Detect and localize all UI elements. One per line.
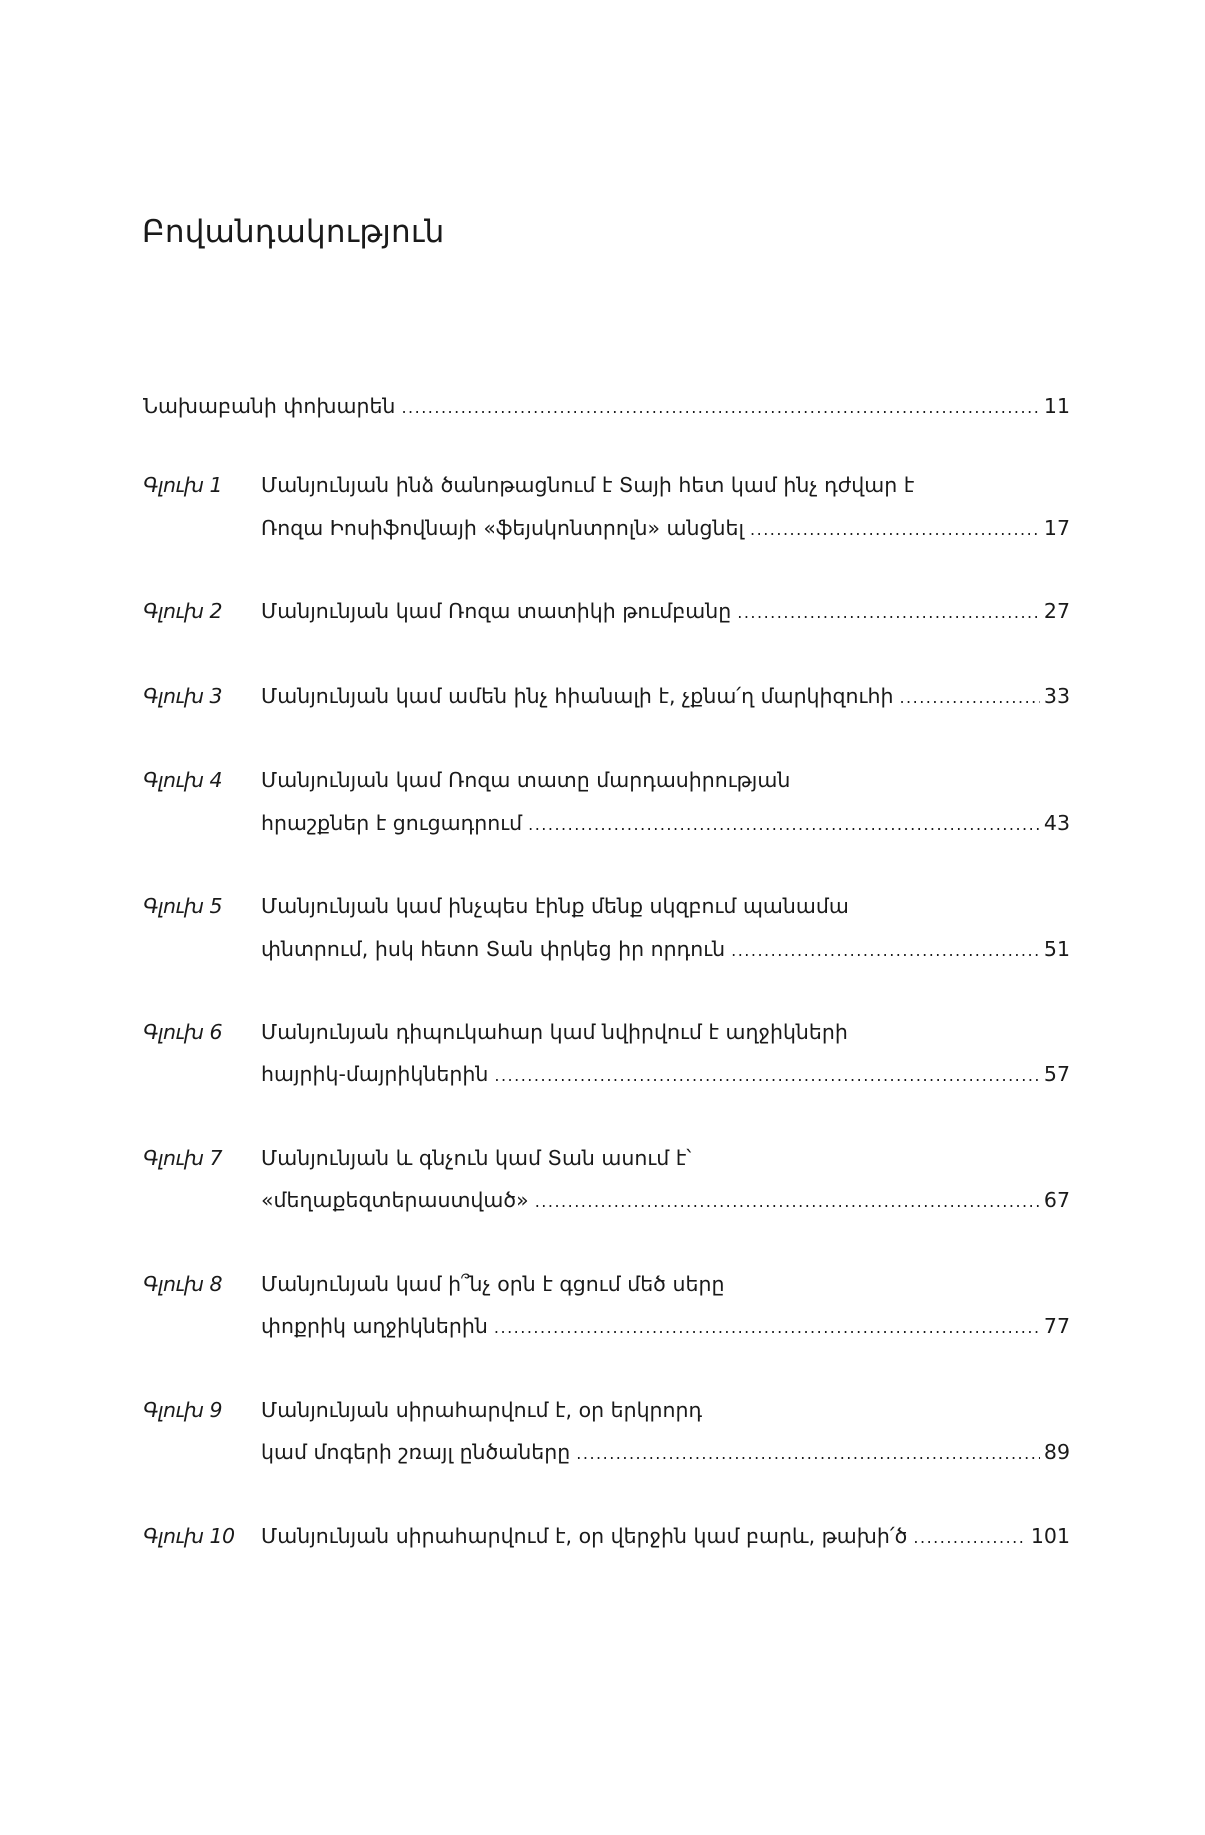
entry-title-line-1: Մանյունյան դիպուկահար կամ նվիրվում է աղջիկների (261, 1020, 848, 1044)
entry-title-line-2: Ռոզա Իոսիֆովնայի «ֆեյսկոնտրոլն» անցնել (261, 516, 745, 540)
dot-leader (494, 1060, 1040, 1092)
chapter-label: Գլուխ 6 (143, 1020, 223, 1044)
dot-leader (737, 597, 1040, 629)
toc-entry-chapter-5-cont[interactable] (143, 933, 1070, 965)
page-number: 89 (1043, 1440, 1070, 1464)
entry-title-line-1: Մանյունյան կամ Ռոզա տատը մարդասիրության (261, 768, 791, 792)
toc-entry-chapter-2[interactable] (143, 595, 1070, 627)
dot-leader (401, 392, 1039, 424)
page-number: 11 (1043, 394, 1070, 418)
page-title: Բովանդակություն (142, 214, 445, 250)
entry-title-line-2: «մեղաքեզտերաստված» (261, 1188, 529, 1212)
entry-title-line-1: Մանյունյան սիրահարվում է, օր վերջին կամ բարև, թախի՛ծ (261, 1524, 908, 1548)
page-number: 101 (1030, 1524, 1070, 1548)
toc-entry-chapter-8-cont[interactable] (143, 1310, 1070, 1342)
toc-entry-chapter-3[interactable] (143, 680, 1070, 712)
dot-leader (899, 682, 1039, 714)
dot-leader (750, 514, 1040, 546)
dot-leader (913, 1522, 1026, 1554)
entry-title: Նախաբանի փոխարեն (143, 394, 396, 418)
toc-entry-chapter-5[interactable] (143, 890, 1070, 922)
toc-entry-chapter-6-cont[interactable] (143, 1058, 1070, 1090)
toc-entry-chapter-7-cont[interactable] (143, 1184, 1070, 1216)
chapter-label: Գլուխ 2 (143, 599, 223, 623)
toc-entry-chapter-9-cont[interactable] (143, 1436, 1070, 1468)
entry-title-line-2: հրաշքներ է ցուցադրում (261, 811, 523, 835)
page-number: 33 (1043, 684, 1070, 708)
entry-title-line-2: հայրիկ-մայրիկներին (261, 1062, 489, 1086)
dot-leader (528, 809, 1040, 841)
entry-title-line-1: Մանյունյան կամ ինչպես էինք մենք սկզբում պանամա (261, 894, 849, 918)
toc-entry-chapter-10[interactable] (143, 1520, 1070, 1552)
toc-entry-chapter-8[interactable] (143, 1268, 1070, 1300)
page-number: 51 (1043, 937, 1070, 961)
page-number: 17 (1043, 516, 1070, 540)
chapter-label: Գլուխ 9 (143, 1398, 223, 1422)
toc-entry-chapter-6[interactable] (143, 1016, 1070, 1048)
chapter-label: Գլուխ 3 (143, 684, 223, 708)
toc-entry-foreword[interactable] (143, 390, 1070, 422)
toc-entry-chapter-1-cont[interactable] (143, 512, 1070, 544)
chapter-label: Գլուխ 1 (143, 473, 223, 497)
chapter-label: Գլուխ 10 (143, 1524, 235, 1548)
toc-entry-chapter-1[interactable] (143, 469, 1070, 501)
toc-entry-chapter-9[interactable] (143, 1394, 1070, 1426)
entry-title-line-1: Մանյունյան կամ ի՞նչ օրն է գցում մեծ սերը (261, 1272, 725, 1296)
page-number: 43 (1043, 811, 1070, 835)
entry-title-line-1: Մանյունյան կամ ամեն ինչ հիանալի է, չքնա՛ղ մարկիզուհի (261, 684, 894, 708)
toc-entry-chapter-4[interactable] (143, 764, 1070, 796)
page-number: 27 (1043, 599, 1070, 623)
page-number: 77 (1043, 1314, 1070, 1338)
dot-leader (576, 1438, 1040, 1470)
page-number: 57 (1043, 1062, 1070, 1086)
entry-title-line-1: Մանյունյան և գնչուն կամ Տան ասում է՝ (261, 1146, 692, 1170)
entry-title-line-1: Մանյունյան կամ Ռոզա տատիկի թումբանը (261, 599, 732, 623)
entry-title-line-1: Մանյունյան ինձ ծանոթացնում է Տայի հետ կամ ինչ դժվար է (261, 473, 915, 497)
dot-leader (731, 935, 1040, 967)
entry-title-line-2: փնտրում, իսկ հետո Տան փրկեց իր որդուն (261, 937, 726, 961)
chapter-label: Գլուխ 7 (143, 1146, 223, 1170)
chapter-label: Գլուխ 5 (143, 894, 223, 918)
dot-leader (535, 1186, 1040, 1218)
toc-entry-chapter-7[interactable] (143, 1142, 1070, 1174)
entry-title-line-1: Մանյունյան սիրահարվում է, օր երկրորդ (261, 1398, 703, 1422)
dot-leader (494, 1312, 1040, 1344)
page-number: 67 (1043, 1188, 1070, 1212)
chapter-label: Գլուխ 8 (143, 1272, 223, 1296)
entry-title-line-2: փոքրիկ աղջիկներին (261, 1314, 488, 1338)
toc-entry-chapter-4-cont[interactable] (143, 807, 1070, 839)
chapter-label: Գլուխ 4 (143, 768, 223, 792)
entry-title-line-2: կամ մոգերի շռայլ ընծաները (261, 1440, 571, 1464)
